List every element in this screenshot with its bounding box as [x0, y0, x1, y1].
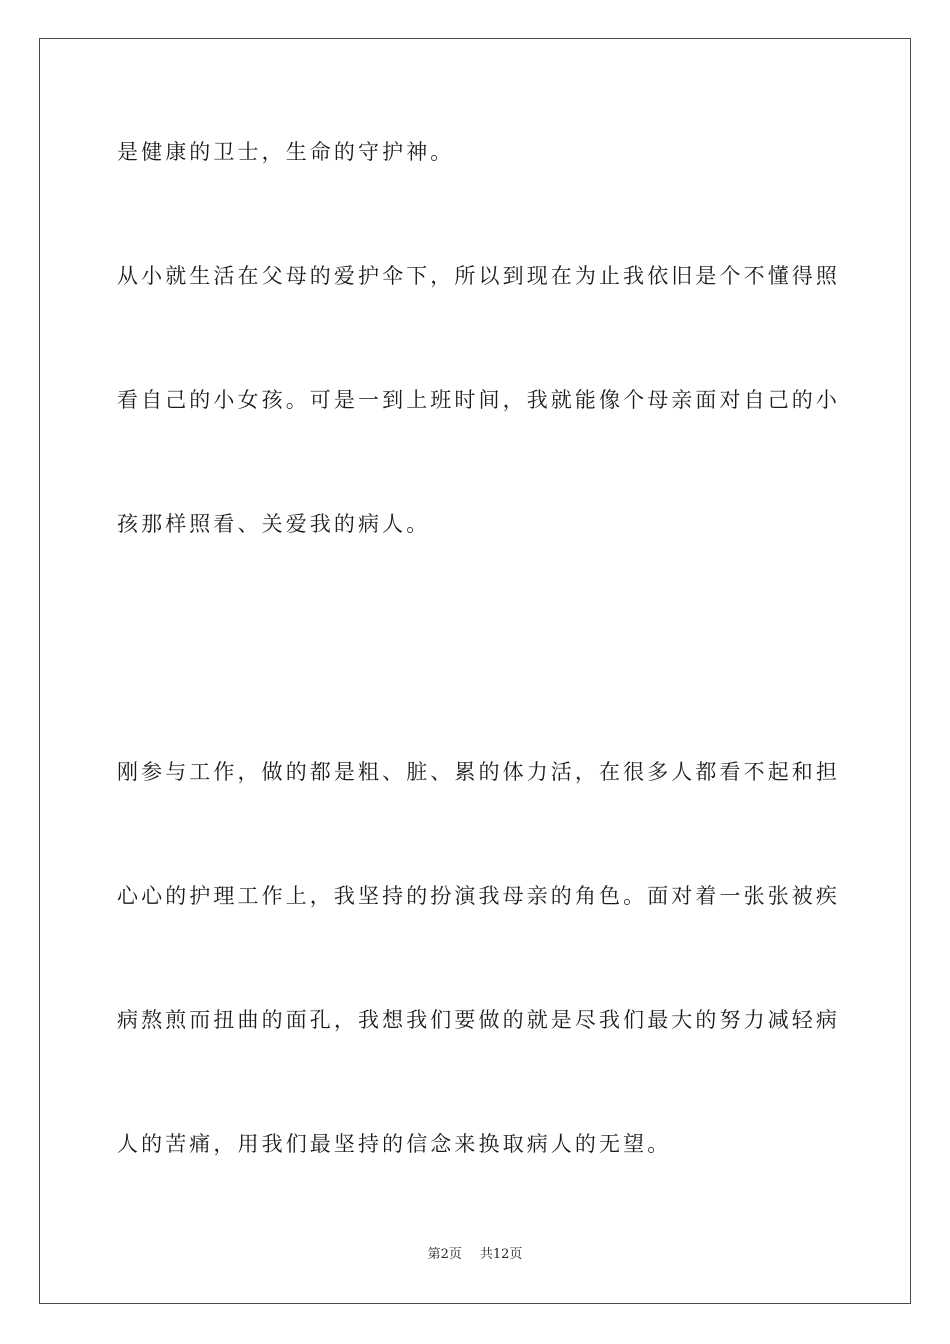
paragraph-line-2: 从小就生活在父母的爱护伞下，所以到现在为止我依旧是个不懂得照 [117, 264, 840, 288]
paragraph-line-8: 人的苦痛，用我们最坚持的信念来换取病人的无望。 [117, 1132, 672, 1156]
paragraph-line-4: 孩那样照看、关爱我的病人。 [117, 512, 431, 536]
paragraph-line-7: 病熬煎而扭曲的面孔，我想我们要做的就是尽我们最大的努力减轻病 [117, 1008, 840, 1032]
page-border [39, 38, 911, 1304]
paragraph-line-1: 是健康的卫士，生命的守护神。 [117, 140, 455, 164]
paragraph-line-5: 刚参与工作，做的都是粗、脏、累的体力活，在很多人都看不起和担 [117, 760, 840, 784]
page-total: 共12页 [479, 1247, 523, 1262]
paragraph-line-6: 心心的护理工作上，我坚持的扮演我母亲的角色。面对着一张张被疾 [117, 884, 840, 908]
paragraph-line-3: 看自己的小女孩。可是一到上班时间，我就能像个母亲面对自己的小 [117, 388, 840, 412]
page-footer [0, 1246, 950, 1264]
page-number: 第2页 [427, 1247, 462, 1262]
